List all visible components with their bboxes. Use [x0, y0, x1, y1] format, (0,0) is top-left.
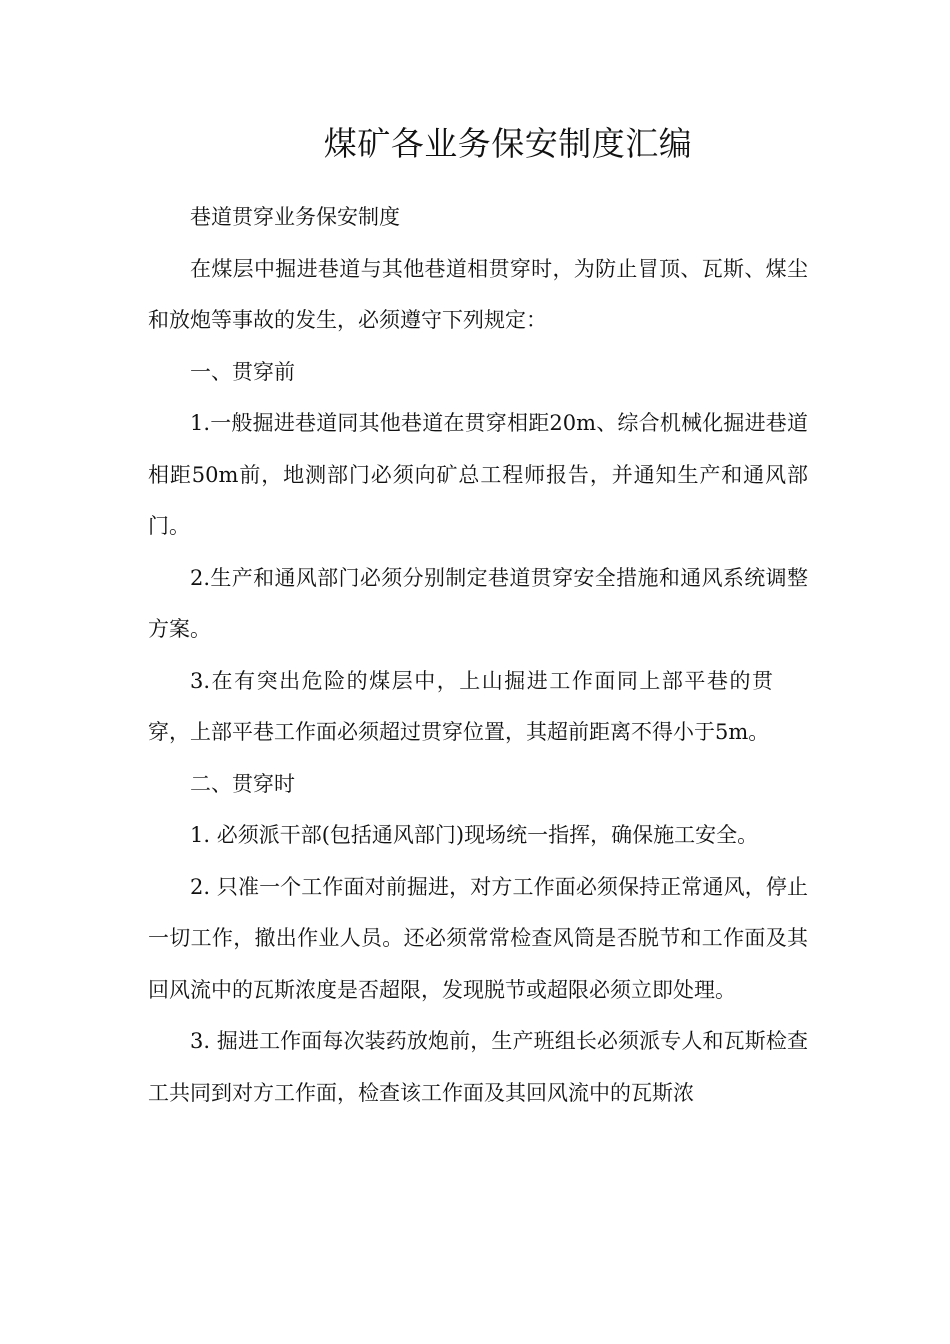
paragraph: 1.一般掘进巷道同其他巷道在贯穿相距20m、综合机械化掘进巷道相距50m前，地测部门必须向矿总工程师报告，并通知生产和通风部门。 — [148, 411, 808, 538]
paragraph: 在煤层中掘进巷道与其他巷道相贯穿时，为防止冒顶、瓦斯、煤尘和放炮等事故的发生，必须遵守下列规定： — [148, 256, 808, 332]
subsection-heading: 一、贯穿前 — [190, 359, 295, 384]
paragraph: 2. 只准一个工作面对前掘进，对方工作面必须保持正常通风，停止一切工作，撤出作业人员。还必须常常检查风筒是否脱节和工作面及其回风流中的瓦斯浓度是否超限，发现脱节或超限必须立即处理。 — [148, 874, 808, 1002]
document-body — [148, 192, 808, 1119]
paragraph: 3.在有突出危险的煤层中，上山掘进工作面同上部平巷的贯穿，上部平巷工作面必须超过贯穿位置，其超前距离不得小于5m。 — [148, 668, 773, 744]
paragraph: 1. 必须派干部(包括通风部门)现场统一指挥，确保施工安全。 — [190, 823, 759, 847]
paragraph: 2.生产和通风部门必须分别制定巷道贯穿安全措施和通风系统调整方案。 — [148, 565, 808, 641]
subsection-heading: 二、贯穿时 — [190, 771, 295, 796]
document-title: 煤矿各业务保安制度汇编 — [323, 124, 693, 163]
paragraph: 3. 掘进工作面每次装药放炮前，生产班组长必须派专人和瓦斯检查工共同到对方工作面，检查该工作面及其回风流中的瓦斯浓 — [148, 1029, 808, 1105]
section-heading: 巷道贯穿业务保安制度 — [190, 205, 400, 229]
